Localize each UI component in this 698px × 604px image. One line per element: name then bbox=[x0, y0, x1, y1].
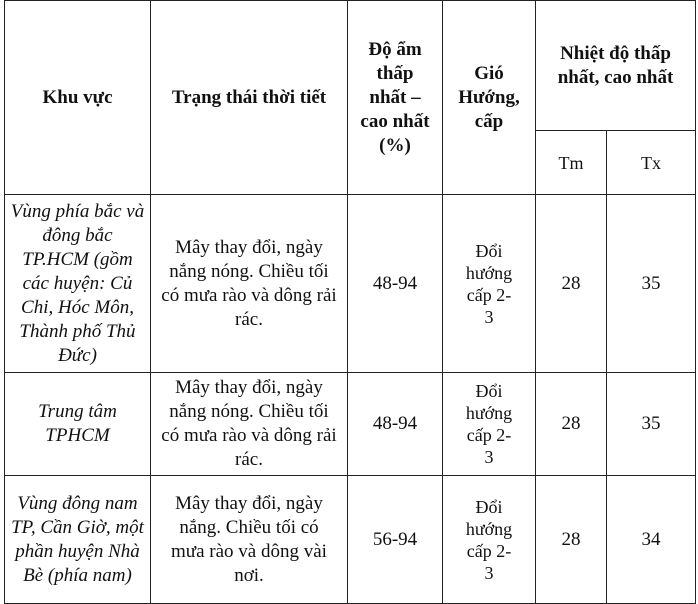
header-humidity: Độ ẩm thấp nhất – cao nhất (%) bbox=[348, 1, 443, 195]
cell-humidity: 48-94 bbox=[348, 373, 443, 476]
cell-tmin: 28 bbox=[536, 195, 607, 373]
header-wind: Gió Hướng, cấp bbox=[443, 1, 536, 195]
cell-tmax: 35 bbox=[607, 195, 696, 373]
cell-region: Trung tâm TPHCM bbox=[5, 373, 151, 476]
cell-wind: Đổi hướng cấp 2-3 bbox=[443, 476, 536, 604]
header-weather: Trạng thái thời tiết bbox=[151, 1, 348, 195]
cell-tmin: 28 bbox=[536, 373, 607, 476]
cell-weather: Mây thay đổi, ngày nắng. Chiều tối có mưa rào và dông vài nơi. bbox=[151, 476, 348, 604]
cell-humidity: 56-94 bbox=[348, 476, 443, 604]
header-row bbox=[5, 1, 696, 131]
subheader-tmin: Tm bbox=[536, 131, 607, 195]
cell-weather: Mây thay đổi, ngày nắng nóng. Chiều tối có mưa rào và dông rải rác. bbox=[151, 373, 348, 476]
cell-tmax: 34 bbox=[607, 476, 696, 604]
cell-wind: Đổi hướng cấp 2-3 bbox=[443, 195, 536, 373]
cell-weather: Mây thay đổi, ngày nắng nóng. Chiều tối có mưa rào và dông rải rác. bbox=[151, 195, 348, 373]
cell-tmin: 28 bbox=[536, 476, 607, 604]
cell-wind: Đổi hướng cấp 2-3 bbox=[443, 373, 536, 476]
table-row bbox=[5, 373, 696, 476]
subheader-tmax: Tx bbox=[607, 131, 696, 195]
table-row bbox=[5, 195, 696, 373]
cell-region: Vùng phía bắc và đông bắc TP.HCM (gồm các huyện: Củ Chi, Hóc Môn, Thành phố Thủ Đức) bbox=[5, 195, 151, 373]
header-temperature: Nhiệt độ thấp nhất, cao nhất bbox=[536, 1, 696, 131]
header-region: Khu vực bbox=[5, 1, 151, 195]
cell-humidity: 48-94 bbox=[348, 195, 443, 373]
cell-region: Vùng đông nam TP, Cần Giờ, một phần huyện Nhà Bè (phía nam) bbox=[5, 476, 151, 604]
cell-tmax: 35 bbox=[607, 373, 696, 476]
weather-forecast-table bbox=[4, 0, 696, 604]
table-row bbox=[5, 476, 696, 604]
